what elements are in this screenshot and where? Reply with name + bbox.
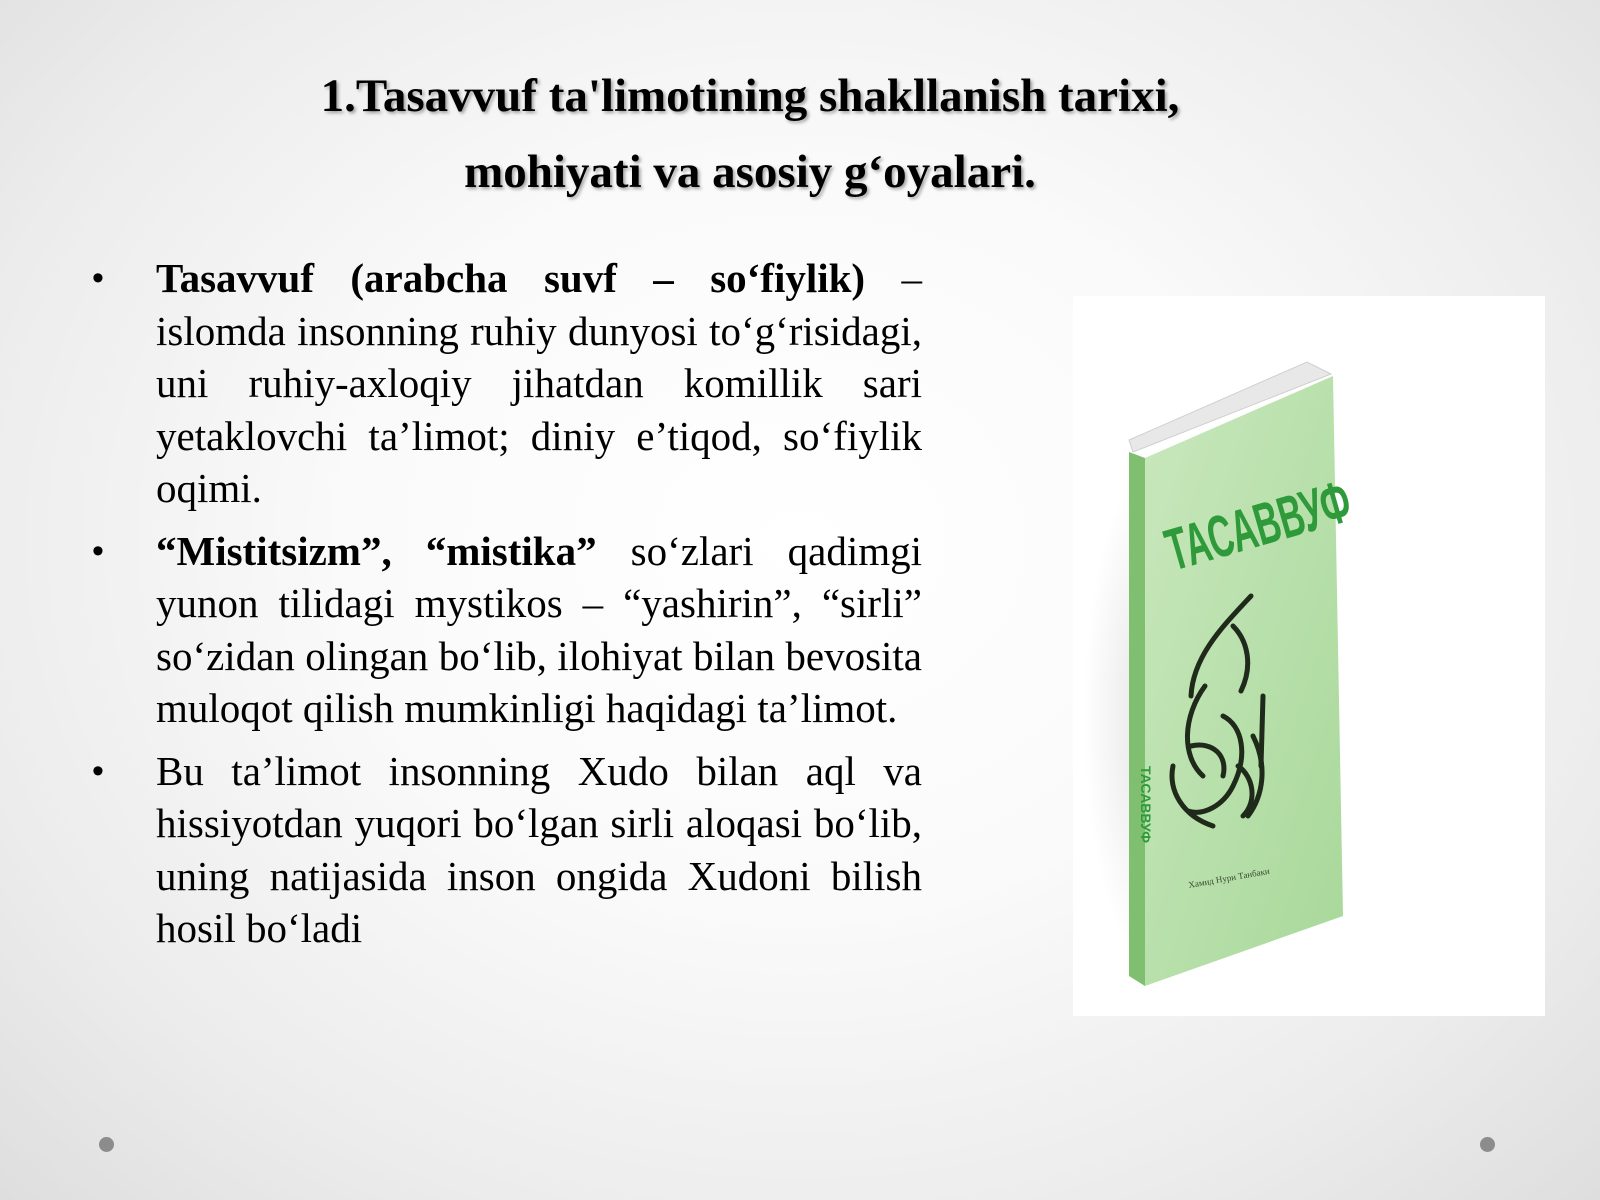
bullet-term: Tasavvuf (arabcha suvf – so‘fiylik) [156,255,866,301]
nav-dot-right [1480,1137,1495,1152]
book-spine-title: ТАСАВВУФ [1138,766,1154,844]
bullet-term: “Mistitsizm”, “mistika” [156,527,597,574]
book-author: Хамид Нури Танбаки [1187,865,1271,890]
bullet-list [92,252,922,965]
bullet-item [92,745,922,955]
book-image [1073,296,1545,1016]
bullet-text: – islomda insonning ruhiy dunyosi to‘g‘risidagi, uni ruhiy-axloqiy jihatdan komillik sari yetaklovchi ta’limot; diniy e’tiqod, so‘fiylik oqimi. [156,255,923,511]
book-spine [1129,452,1145,986]
bullet-text: so‘zlari qadimgi yunon tilidagi mystikos – “yashirin”, “sirli” so‘zidan olingan bo‘lib, ilohiyat bilan bevosita muloqot qilish mumkinligi haqidagi ta’limot. [156,527,922,731]
bullet-marker: • [92,259,104,297]
bullet-text: Bu ta’limot insonning Xudo bilan aql va hissiyotdan yuqori bo‘lgan sirli aloqasi bo‘lib, uning natijasida inson ongida Xudoni bilish hosil bo‘ladi [156,747,922,951]
slide-title [150,58,1350,210]
bullet-marker: • [92,751,104,790]
nav-dot-left [99,1137,114,1152]
title-line-2: mohiyati va asosiy g‘oyalari. [464,146,1036,198]
title-line-1: 1.Tasavvuf ta'limotining shakllanish tarixi, [320,70,1180,122]
book-cover-title: ТАСАВВУФ [1158,468,1359,584]
book-illustration [1073,296,1545,1016]
bullet-item [92,252,922,515]
bullet-marker: • [92,531,104,570]
bullet-item [92,525,922,735]
